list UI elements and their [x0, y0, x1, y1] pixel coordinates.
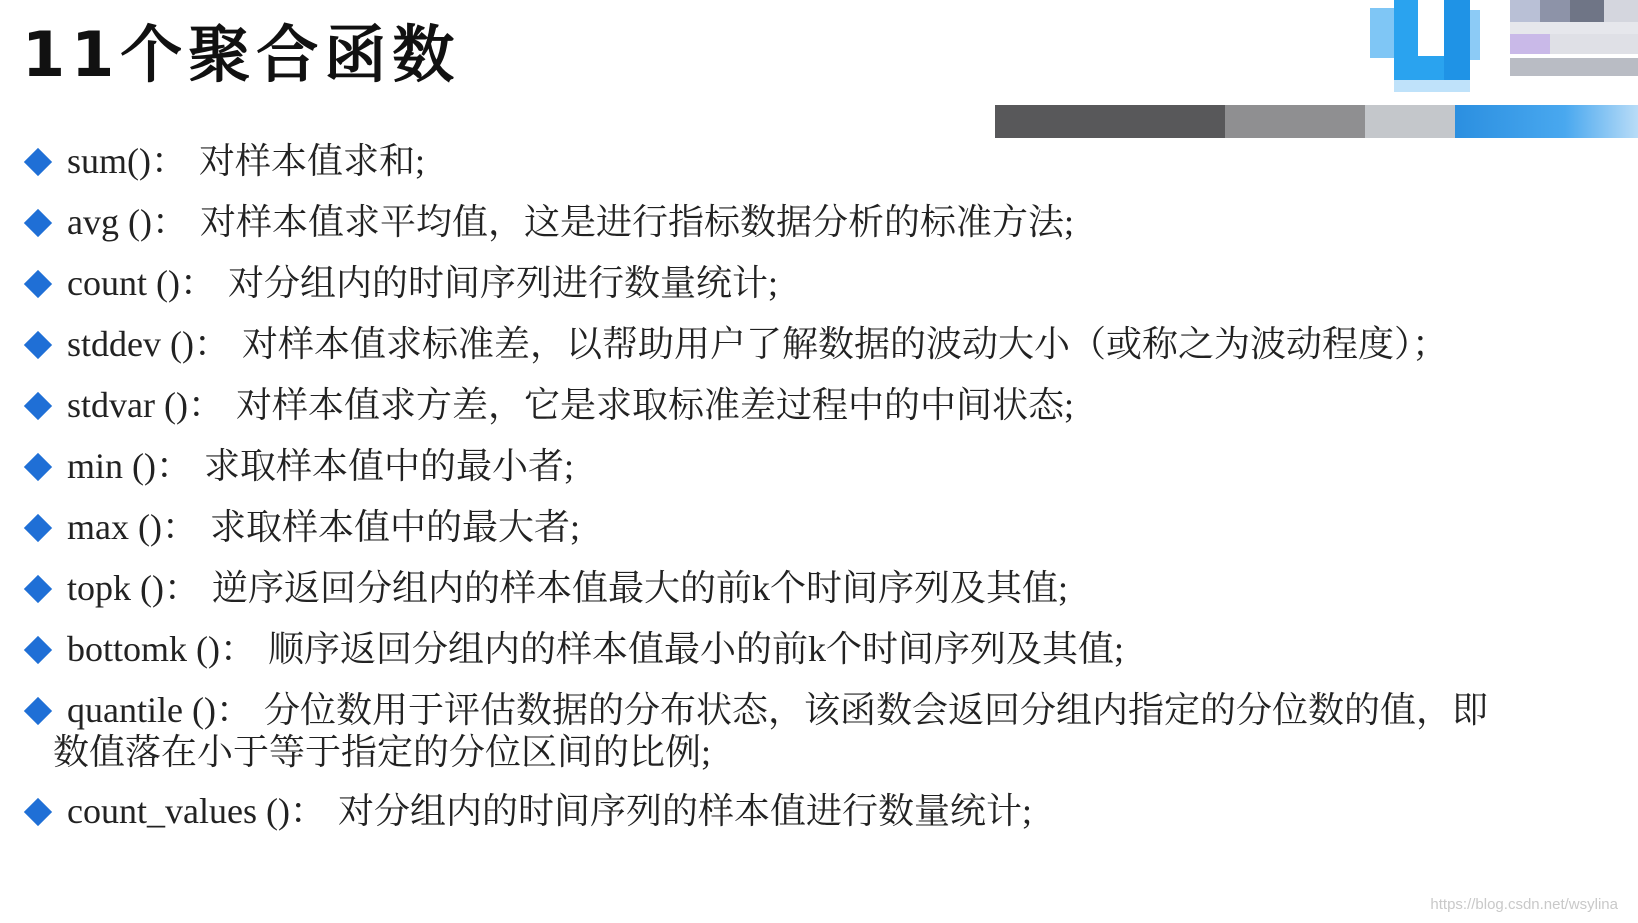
- function-description: 对样本值求和;: [199, 141, 426, 181]
- header-bar-segment: [1225, 105, 1365, 138]
- header-bar-segment: [1365, 105, 1455, 138]
- function-name: count_values ()：: [67, 791, 326, 831]
- list-item: [24, 689, 1624, 773]
- diamond-bullet-icon: [24, 514, 52, 542]
- list-item: [24, 323, 1624, 365]
- brand-logo-icon: [1360, 0, 1480, 92]
- diamond-bullet-icon: [24, 148, 52, 176]
- slide-title: 11个聚合函数: [22, 18, 461, 91]
- function-description: 对样本值求方差，它是求取标准差过程中的中间状态;: [235, 385, 1074, 425]
- header-bar-segment: [995, 105, 1225, 138]
- diamond-bullet-icon: [24, 209, 52, 237]
- function-name: topk ()：: [67, 568, 200, 608]
- list-item: [24, 790, 1624, 832]
- diamond-bullet-icon: [24, 331, 52, 359]
- list-item: [24, 567, 1624, 609]
- function-name: min ()：: [67, 446, 192, 486]
- function-name: sum()：: [67, 141, 187, 181]
- list-item: [24, 384, 1624, 426]
- function-description: 对分组内的时间序列进行数量统计;: [227, 263, 778, 303]
- source-watermark: https://blog.csdn.net/wsylina: [1430, 896, 1618, 913]
- function-name: stddev ()：: [67, 324, 230, 364]
- diamond-bullet-icon: [24, 798, 52, 826]
- function-name: quantile ()：: [67, 690, 252, 730]
- function-description: 对分组内的时间序列的样本值进行数量统计;: [337, 791, 1032, 831]
- function-name: bottomk ()：: [67, 629, 256, 669]
- function-description: 逆序返回分组内的样本值最大的前k个时间序列及其值;: [211, 568, 1068, 608]
- diamond-bullet-icon: [24, 575, 52, 603]
- function-description: 对样本值求标准差，以帮助用户了解数据的波动大小（或称之为波动程度）；: [241, 324, 1448, 364]
- function-description: 求取样本值中的最大者;: [209, 507, 580, 547]
- function-name: stdvar ()：: [67, 385, 224, 425]
- diamond-bullet-icon: [24, 697, 52, 725]
- list-item: [24, 628, 1624, 670]
- list-item: [24, 445, 1624, 487]
- list-item: [24, 506, 1624, 548]
- brand-wordmark-icon: [1510, 0, 1638, 80]
- function-description: 对样本值求平均值，这是进行指标数据分析的标准方法;: [199, 202, 1074, 242]
- function-description: 顺序返回分组内的样本值最小的前k个时间序列及其值;: [267, 629, 1124, 669]
- function-name: max ()：: [67, 507, 198, 547]
- function-name: avg ()：: [67, 202, 188, 242]
- list-item: [24, 201, 1624, 243]
- function-description: 求取样本值中的最小者;: [203, 446, 574, 486]
- list-item: [24, 262, 1624, 304]
- diamond-bullet-icon: [24, 270, 52, 298]
- header-accent-bar: [995, 105, 1638, 138]
- function-description: 分位数用于评估数据的分布状态，该函数会返回分组内指定的分位数的值，即: [263, 690, 1488, 730]
- function-name: count ()：: [67, 263, 216, 303]
- header-bar-segment: [1455, 105, 1638, 138]
- diamond-bullet-icon: [24, 453, 52, 481]
- diamond-bullet-icon: [24, 636, 52, 664]
- function-description-continued: 数值落在小于等于指定的分位区间的比例;: [53, 732, 712, 772]
- diamond-bullet-icon: [24, 392, 52, 420]
- aggregate-function-list: [24, 140, 1624, 851]
- list-item: [24, 140, 1624, 182]
